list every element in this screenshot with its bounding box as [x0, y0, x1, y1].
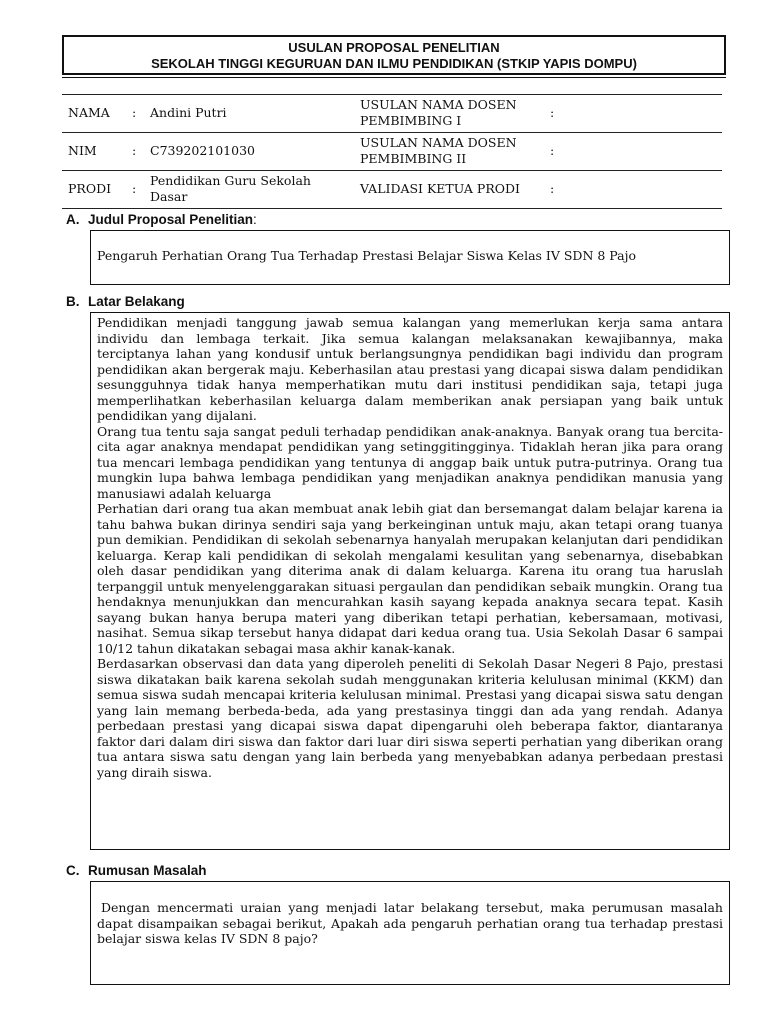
- section-c-box: [90, 881, 730, 985]
- background-paragraph-2: Orang tua tentu saja sangat peduli terhadap pendidikan anak-anaknya. Banyak orang tua bercita-cita agar anaknya mendapat pendidikan yang setinggitingginya. Tidaklah heran jika para orang tua mencari lembaga pendidikan yang tentunya di anggap baik untuk putra-putrinya. Orang tua mungkin lupa bahwa lembaga pendidikan yang menjadikan anaknya pendidikan manusia yang manusiawi adalah keluarga: [97, 423, 723, 501]
- info-label-prodi: PRODI: [68, 181, 112, 196]
- info-label-nim: NIM: [68, 143, 97, 158]
- section-c-heading: [66, 863, 207, 878]
- info-right-label-pembimbing-1: USULAN NAMA DOSEN PEMBIMBING I: [360, 97, 517, 128]
- section-b-letter: B.: [66, 294, 80, 309]
- problem-formulation-text: Dengan mencermati uraian yang menjadi latar belakang tersebut, maka perumusan masalah dapat disampaikan sebagai berikut, Apakah ada pengaruh perhatian orang tua terhadap prestasi belajar siswa kelas IV SDN 8 pajo?: [97, 900, 723, 946]
- info-right-colon: :: [550, 143, 555, 158]
- background-paragraph-4: Berdasarkan observasi dan data yang diperoleh peneliti di Sekolah Dasar Negeri 8 Pajo, prestasi siswa dikatakan baik karena sekolah sudah menggunakan kriteria kelulusan minimal (KKM) dan semua siswa sudah mencapai kriteria kelulusan minimal. Prestasi yang dicapai siswa satu dengan yang lain memang berbeda-beda, ada yang prestasinya tinggi dan ada yang rendah. Adanya perbedaan prestasi yang dicapai siswa dapat dipengaruhi oleh beberapa faktor, diantaranya faktor dari dalam diri siswa dan faktor dari luar diri siswa seperti perhatian yang diberikan orang tua antara siswa satu dengan yang lain berbeda yang menyebabkan adanya perbedaan prestasi yang diraih siswa.: [97, 656, 723, 780]
- background-paragraph-1: Pendidikan menjadi tanggung jawab semua kalangan yang memerlukan kerja sama antara individu dan lembaga terkait. Jika semua kalangan melaksanakan kewajibannya, maka terciptanya lahan yang kondusif untuk berlangsungnya pendidikan bagi individu dan program pendidikan akan bergerak maju. Keberhasilan atau prestasi yang dicapai siswa dalam pendidikan sesungguhnya tidak hanya memperhatikan mutu dari institusi pendidikan saja, tetapi juga memperlihatkan keberhasilan keluarga dalam memberikan anak persiapan yang baik untuk pendidikan yang dijalani.: [97, 315, 723, 423]
- background-paragraph-3: Perhatian dari orang tua akan membuat anak lebih giat dan bersemangat dalam belajar karena ia tahu bahwa bukan dirinya sendiri saja yang berkeinginan untuk maju, akan tetapi orang tuanya pun demikian. Pendidikan di sekolah sebenarnya hanyalah merupakan kelanjutan dari pendidikan keluarga. Kerap kali pendidikan di sekolah mengalami kesulitan yang sebenarnya, disebabkan oleh dasar pendidikan yang diterima anak di dalam keluarga. Karena itu orang tua haruslah terpanggil untuk menyelenggarakan situasi pergaulan dan pendidikan sebaik mungkin. Orang tua hendaknya menunjukkan dan mencurahkan kasih sayang kepada anaknya secara tepat. Kasih sayang bukan hanya berupa materi yang diberikan tetapi perhatian, kebersamaan, motivasi, nasihat. Semua sikap tersebut hanya didapat dari kedua orang tua. Usia Sekolah Dasar 6 sampai 10/12 tahun dikatakan sebagai masa akhir kanak-kanak.: [97, 501, 723, 656]
- info-right-colon: :: [550, 105, 555, 120]
- info-colon: :: [132, 181, 137, 196]
- section-c-letter: C.: [66, 863, 80, 878]
- section-a-colon: :: [253, 212, 257, 227]
- section-a-box: [90, 230, 730, 285]
- info-row-nim: [62, 132, 722, 170]
- research-title-text: Pengaruh Perhatian Orang Tua Terhadap Prestasi Belajar Siswa Kelas IV SDN 8 Pajo: [97, 248, 636, 263]
- header-title-line1: USULAN PROPOSAL PENELITIAN: [288, 40, 500, 55]
- info-colon: :: [132, 105, 137, 120]
- document-header: [62, 35, 726, 75]
- info-right-colon: :: [550, 181, 555, 196]
- section-b-title: Latar Belakang: [88, 294, 185, 309]
- info-value-nim: C739202101030: [150, 143, 255, 158]
- info-row-nama: [62, 94, 722, 132]
- header-title-line2: SEKOLAH TINGGI KEGURUAN DAN ILMU PENDIDIKAN (STKIP YAPIS DOMPU): [151, 56, 637, 71]
- info-value-nama: Andini Putri: [150, 105, 227, 120]
- info-right-label-validasi: VALIDASI KETUA PRODI: [360, 181, 520, 196]
- section-a-heading: [66, 212, 257, 227]
- section-b-heading: [66, 294, 185, 309]
- student-info-table: [62, 94, 722, 209]
- section-c-title: Rumusan Masalah: [88, 863, 207, 878]
- info-right-label-pembimbing-2: USULAN NAMA DOSEN PEMBIMBING II: [360, 135, 517, 166]
- section-a-title: Judul Proposal Penelitian: [88, 212, 254, 227]
- info-row-prodi: [62, 170, 722, 209]
- info-label-nama: NAMA: [68, 105, 110, 120]
- info-colon: :: [132, 143, 137, 158]
- section-a-letter: A.: [66, 212, 80, 227]
- info-value-prodi: Pendidikan Guru Sekolah Dasar: [150, 173, 311, 204]
- section-b-box: [90, 312, 730, 850]
